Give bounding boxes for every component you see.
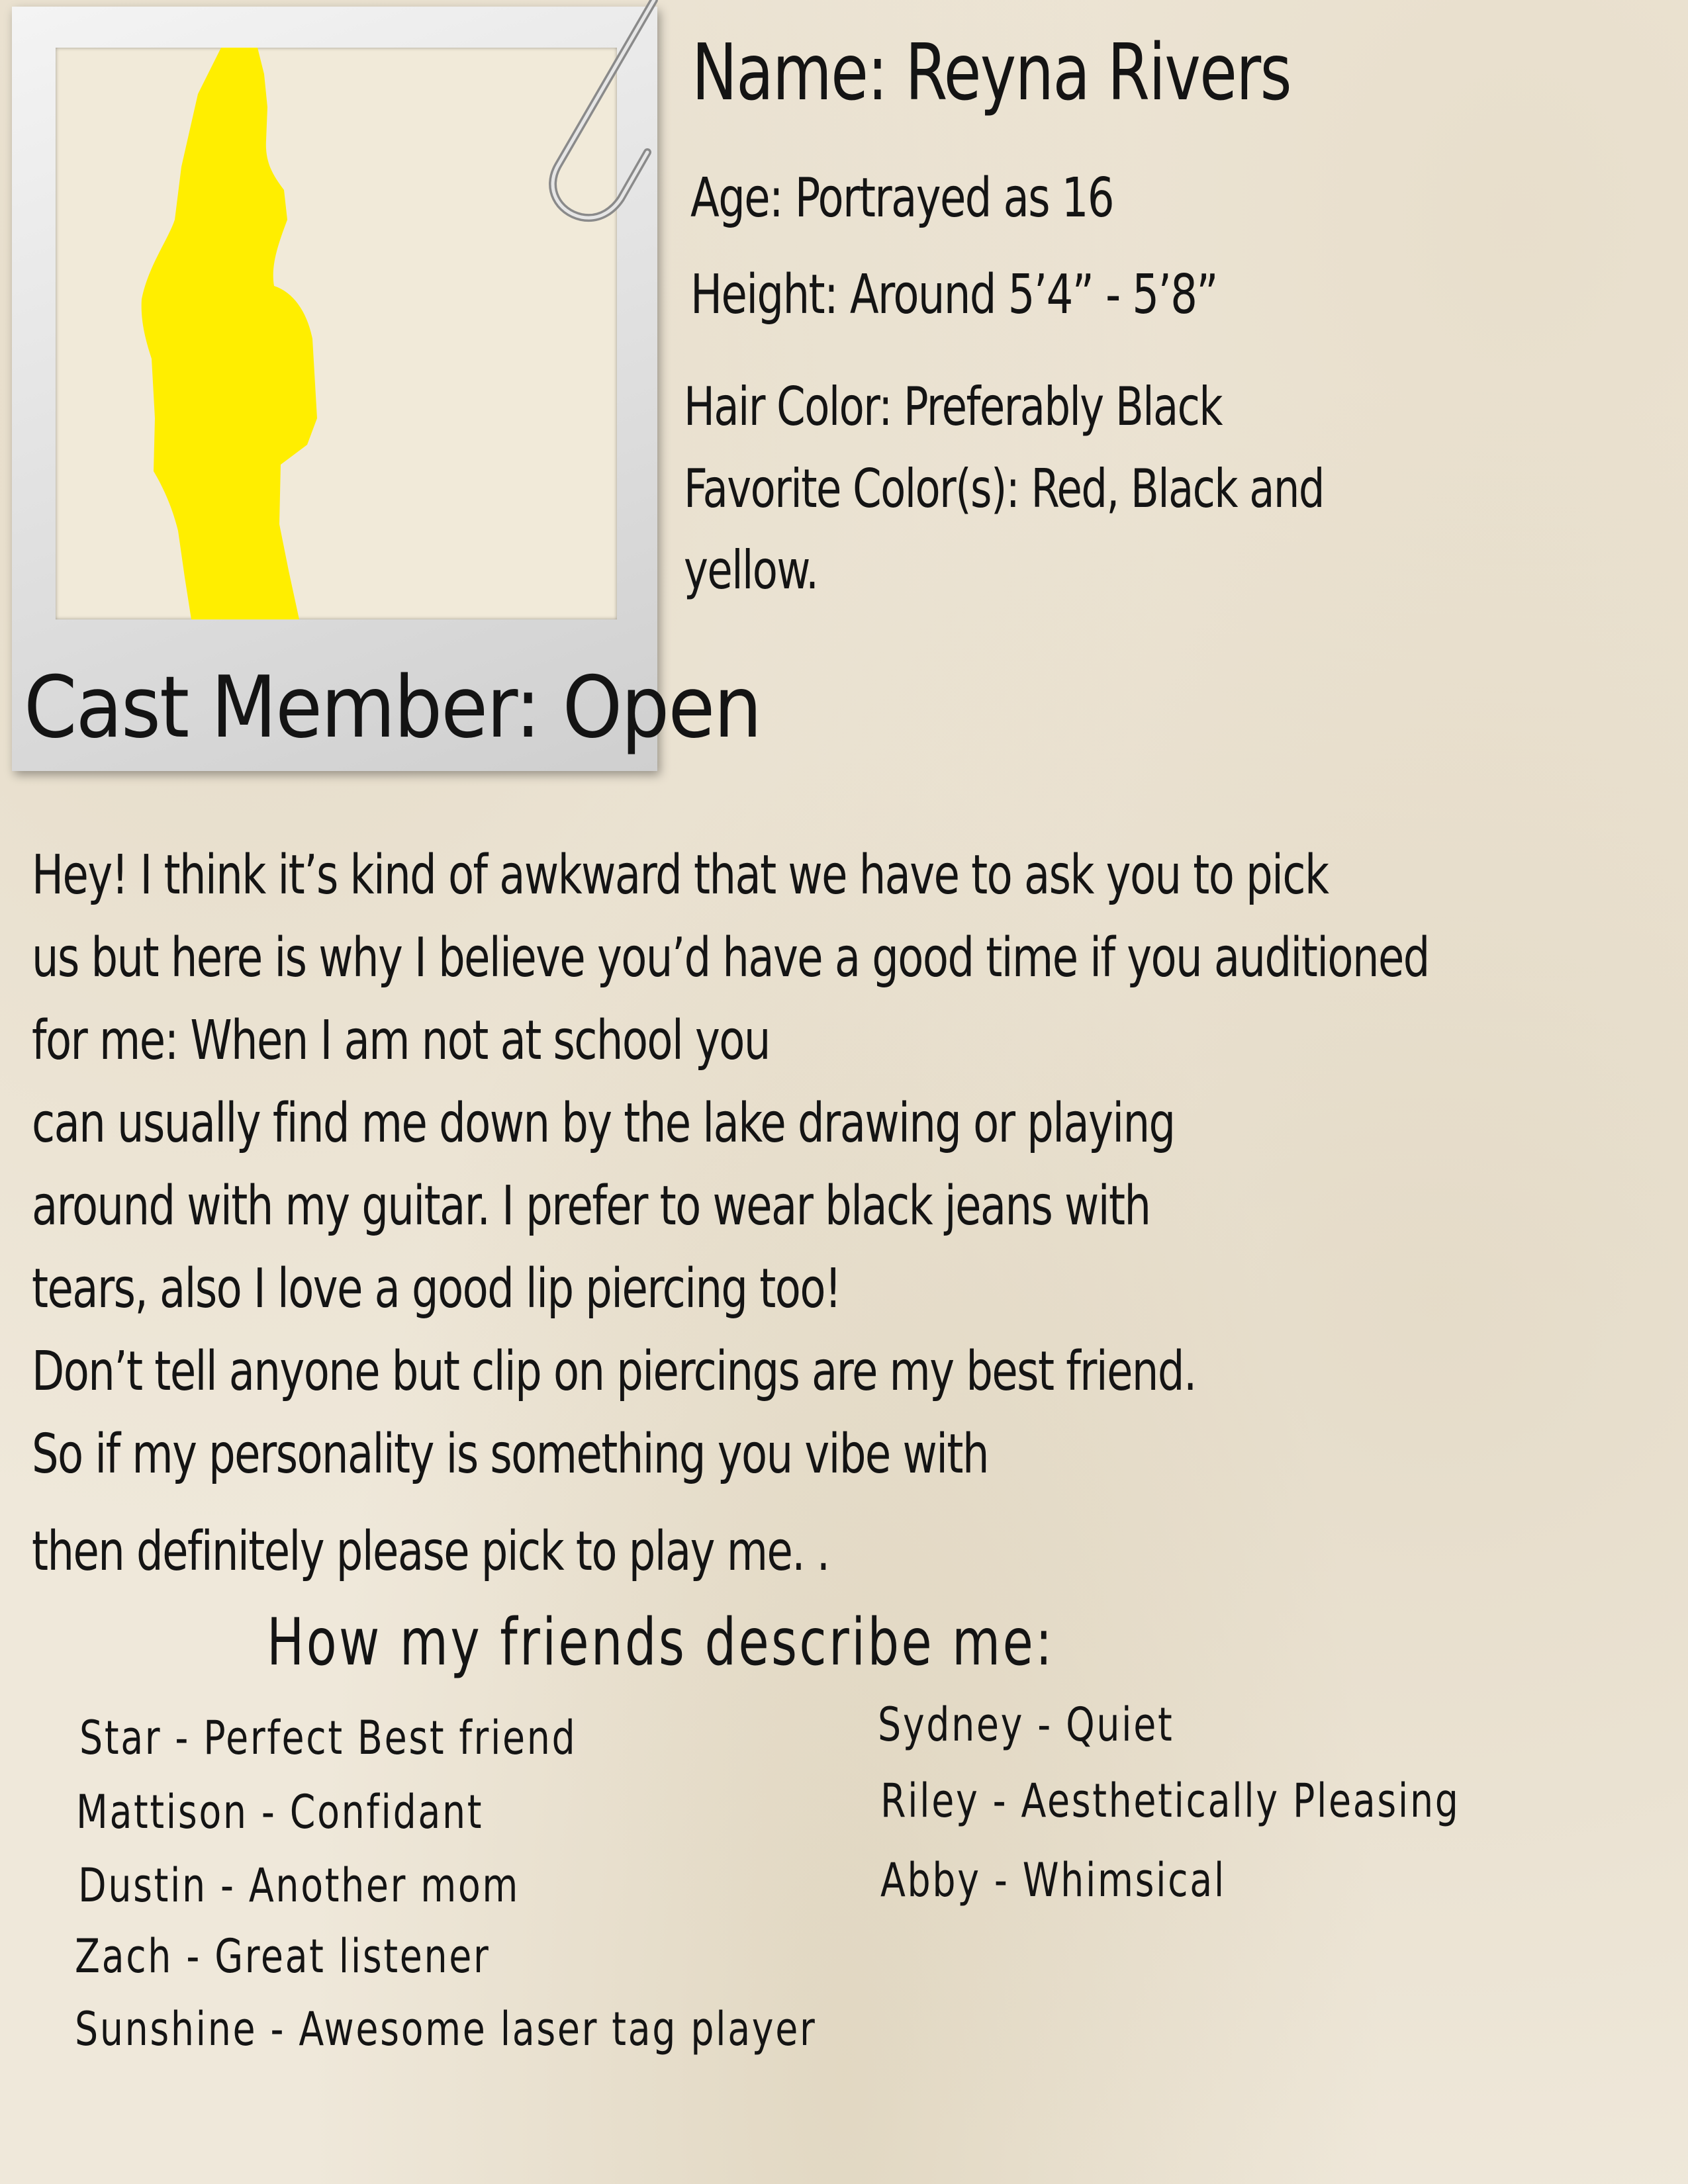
- bio-line: tears, also I love a good lip piercing too!: [32, 1257, 841, 1320]
- bio-line: can usually find me down by the lake drawing or playing: [32, 1092, 1175, 1155]
- character-hair-color: Hair Color: Preferably Black: [684, 376, 1222, 437]
- character-favorite-colors: Favorite Color(s): Red, Black and: [684, 458, 1324, 520]
- friend-description: Zach - Great listener: [75, 1929, 491, 1983]
- bio-line: around with my guitar. I prefer to wear black jeans with: [32, 1175, 1150, 1238]
- bio-line: us but here is why I believe you’d have a good time if you auditioned: [32, 927, 1429, 989]
- friend-description: Dustin - Another mom: [78, 1858, 520, 1913]
- friend-description: Riley - Aesthetically Pleasing: [880, 1774, 1460, 1828]
- friend-description: Sunshine - Awesome laser tag player: [75, 2002, 817, 2056]
- friends-heading: How my friends describe me:: [267, 1605, 1055, 1680]
- bio-line: Hey! I think it’s kind of awkward that we have to ask you to pick: [32, 844, 1329, 907]
- character-bio: [32, 834, 1554, 1593]
- friend-description: Sydney - Quiet: [878, 1698, 1174, 1752]
- character-name: Name: Reyna Rivers: [692, 26, 1291, 118]
- character-height: Height: Around 5’4” - 5’8”: [690, 263, 1217, 326]
- friend-description: Star - Perfect Best friend: [79, 1711, 577, 1765]
- bio-line: Don’t tell anyone but clip on piercings are my best friend.: [32, 1340, 1196, 1403]
- friend-description: Mattison - Confidant: [76, 1785, 484, 1839]
- paper-clip-icon: [495, 0, 667, 225]
- friend-description: Abby - Whimsical: [880, 1853, 1226, 1907]
- bio-line: So if my personality is something you vibe with: [32, 1423, 988, 1486]
- bio-line: then definitely please pick to play me. .: [32, 1520, 829, 1583]
- bio-line: for me: When I am not at school you: [32, 1009, 770, 1072]
- character-favorite-colors-cont: yellow.: [684, 539, 818, 601]
- character-age: Age: Portrayed as 16: [690, 167, 1114, 230]
- cast-member-caption: Cast Member: Open: [24, 659, 761, 757]
